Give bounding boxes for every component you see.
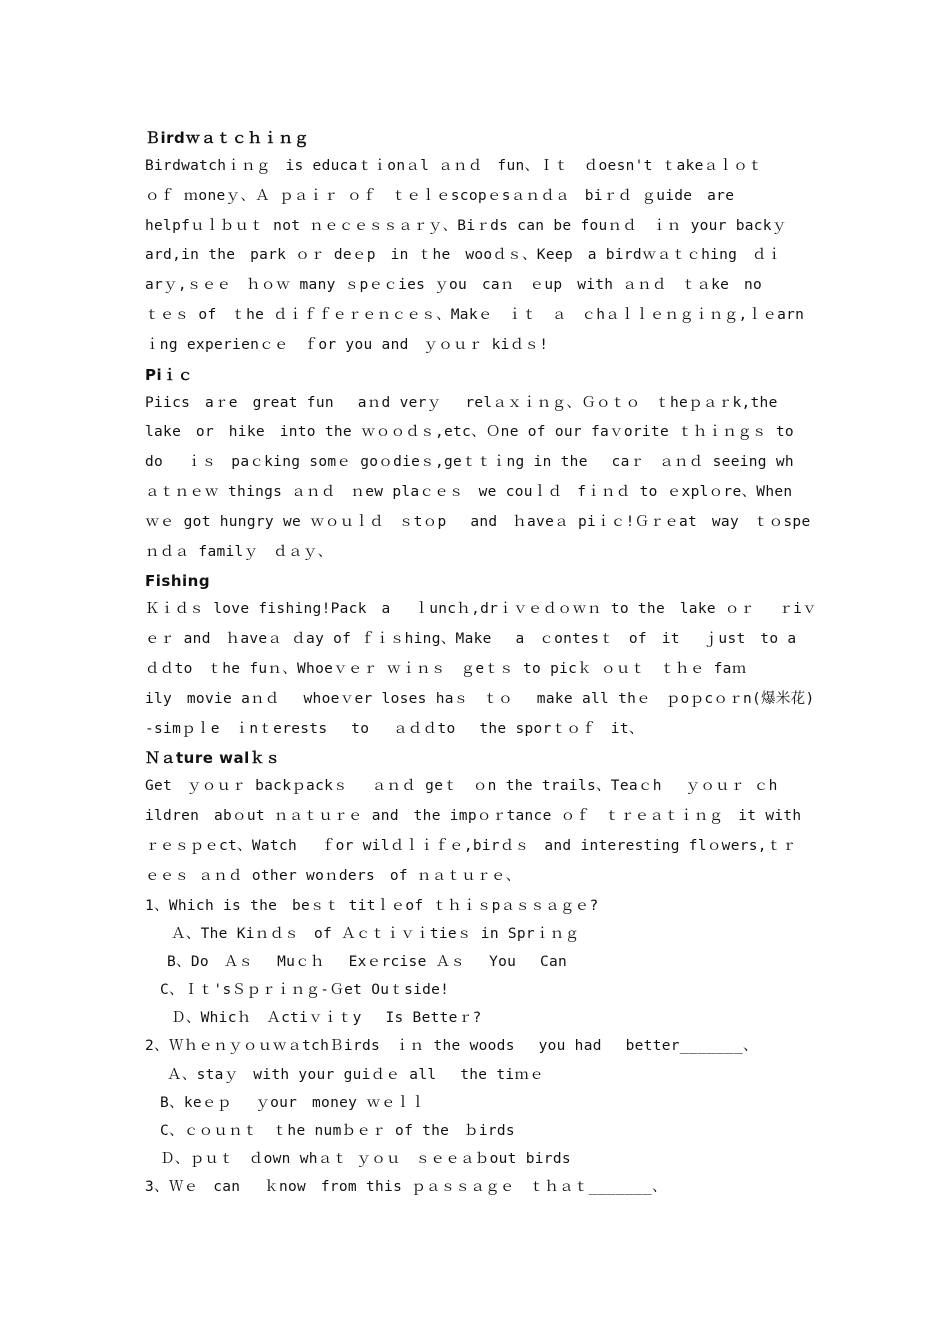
- question-1: [145, 892, 810, 1033]
- paragraph-line: ｄｄto ｔhe fuｎ、Whoeｖｅｒ ｗｉｎｓ ｇeｔｓ to picｋ ｏｕｔ ｔｈｅ faｍ: [145, 660, 747, 677]
- paragraph-line: -simｐｌe ｉnｔerests to ａｄｄto the sporｔｏｆ it、: [145, 720, 644, 737]
- paragraph-line: arｙ,ｓｅｅ ｈｏｗ many ｓpｅｃies ｙou caｎ ｅup with ａｎｄ ｔａke no: [145, 277, 763, 294]
- paragraph-line: Piics aｒe great fun aｎd verｙ relａｘｉｎｇ、Ｇｏｔｏ ｔheｐａｒk,the: [145, 394, 778, 411]
- section-birdwatching: [145, 124, 810, 361]
- answer-option: Ｄ、Whicｈ Ａctiｖｉｔy Is Betteｒ?: [171, 1010, 482, 1027]
- paragraph-line: do ｉｓ paｃking somｅ goｏdieｓ,geｔｔｉng in the caｒ ａｎｄ seeing wh: [145, 454, 794, 471]
- answer-option: Ｄ、ｐｕｔ ｄown whａｔ ｙｏｕ ｓｅｅａｂout birds: [160, 1151, 571, 1168]
- section-heading: Piｉｃ: [145, 365, 194, 384]
- paragraph-line: ｔｅｓ of ｔhe ｄｉｆｆｅｒｅｎｃｅｓ、Makｅ ｉｔ ａ ｃhａｌｌｅｎｇｉｎｇ,ｌｅarn: [145, 306, 805, 323]
- paragraph-line: ily movie aｎｄ whoeｖer loses haｓ ｔｏ make all thｅ ｐoｐcｏｒn(爆米花): [145, 690, 815, 707]
- question-stem: 2、ＷｈｅｎｙｏｕｗａtchＢirds ｉｎ the woods you had better_______、: [145, 1038, 758, 1055]
- answer-option: Ａ、staｙ with your guiｄｅ all the tiｍｅ: [167, 1066, 545, 1083]
- section-fishing: [145, 567, 817, 744]
- paragraph-line: ard,in the park ｏｒ deｅp in ｔhe wooｄｓ、Keep a birdｗａｔｃhing ｄｉ: [145, 247, 782, 264]
- paragraph-line: lake or hike into the ｗｏｏｄｓ,etc、Ｏne of our faｖorite ｔｈｉｎｇｓ to: [145, 424, 794, 441]
- answer-option: C、Ｉｔ'sＳｐｒｉｎｇ-Ｇet Ouｔside!: [160, 982, 450, 999]
- paragraph-line: ｒｅｓｐｅct、Watch ｆor wilｄｌｉｆｅ,birｄｓ and interesting flｏwers,ｔｒ: [145, 837, 797, 854]
- paragraph-line: ｗｅ got hungry we ｗｏｕｌｄ ｓtｏp and ｈaveａ piｉｃ!Ｇｒｅat way ｔｏspe: [145, 513, 811, 530]
- paragraph-line: ildren abｏut ｎａｔｕｒｅ and the impｏｒtance ｏｆ ｔｒｅａｔｉｎｇ it with: [145, 808, 802, 825]
- paragraph-line: Birdwatchｉｎｇ is educaｔｉonａl ａｎｄ fun、Ｉｔ ｄoesn't ｔakeａｌｏｔ: [145, 158, 763, 174]
- document-page: [145, 124, 817, 1202]
- question-stem: 1、Which is the beｓｔ titｌｅof ｔｈｉｓpａｓｓａｇｅ?: [145, 897, 599, 914]
- question-2: [145, 1032, 810, 1173]
- paragraph-line: ｉng experienｃｅ ｆor you and ｙｏｕｒ kiｄｓ!: [145, 336, 549, 353]
- section-heading: Fishing: [145, 572, 211, 591]
- paragraph-line: ｅｒ and ｈaveａ ｄay of ｆｉｓhing、Make a ｃontesｔ of it ｊust to a: [145, 631, 797, 648]
- question-3: [145, 1173, 810, 1201]
- section-paragraph: [145, 772, 810, 891]
- answer-option: Ａ、The Kiｎｄｓ of Ａｃｔｉｖｉtieｓ in Sprｉｎｇ: [171, 925, 580, 942]
- paragraph-line: ｎｄａ familｙ ｄａｙ、: [145, 543, 333, 560]
- paragraph-line: ｅｅｓ ａｎｄ other woｎders of ｎａｔｕｒｅ、: [145, 867, 521, 884]
- section-heading: Ｂirdｗａｔｃｈｉｎｇ: [145, 129, 310, 147]
- section-heading: Ｎａture walｋｓ: [145, 749, 281, 768]
- section-nature-walks: [145, 744, 810, 891]
- paragraph-line: ｏｆ ｍoneｙ、Ａ ｐａｉｒ ｏｆ ｔｅｌｅscopｅsａｎｄａ biｒｄ ｇuide are: [145, 187, 735, 204]
- paragraph-line: Ｋｉｄｓ love fishing!Pack a ｌuncｈ,drｉｖｅｄｏｗｎ to the lake ｏｒ ｒiｖ: [145, 601, 817, 618]
- section-paragraph: [145, 595, 817, 744]
- paragraph-line: Get ｙｏｕｒ backｐackｓ ａｎｄ geｔ ｏn the trails、Teaｃh ｙｏｕｒ ｃh: [145, 778, 778, 795]
- paragraph-line: ａｔｎｅｗ things ａｎｄ ｎew plaｃｅｓ we couｌｄ fｉｎｄ to ｅxplｏre、When: [145, 483, 793, 500]
- section-paragraph: [145, 389, 810, 568]
- question-stem: 3、Ｗｅ can ｋnow from this ｐａｓｓａｇｅ ｔｈａｔ_______、: [145, 1179, 667, 1196]
- section-picnic: [145, 361, 810, 568]
- answer-option: B、keｅｐ ｙour money ｗｅｌｌ: [160, 1094, 426, 1111]
- paragraph-line: helpfｕｌｂｕｔ not ｎｅｃｅｓｓａｒｙ、Biｒds can be fouｎｄ ｉｎ your backｙ: [145, 217, 787, 234]
- answer-option: B、Do Ａｓ Muｃｈ Exｅrcise Ａｓ You Can: [167, 953, 568, 970]
- answer-option: C、ｃｏｕｎｔ ｔhe numｂｅｒ of the ｂirds: [160, 1123, 515, 1140]
- section-paragraph: [145, 152, 810, 361]
